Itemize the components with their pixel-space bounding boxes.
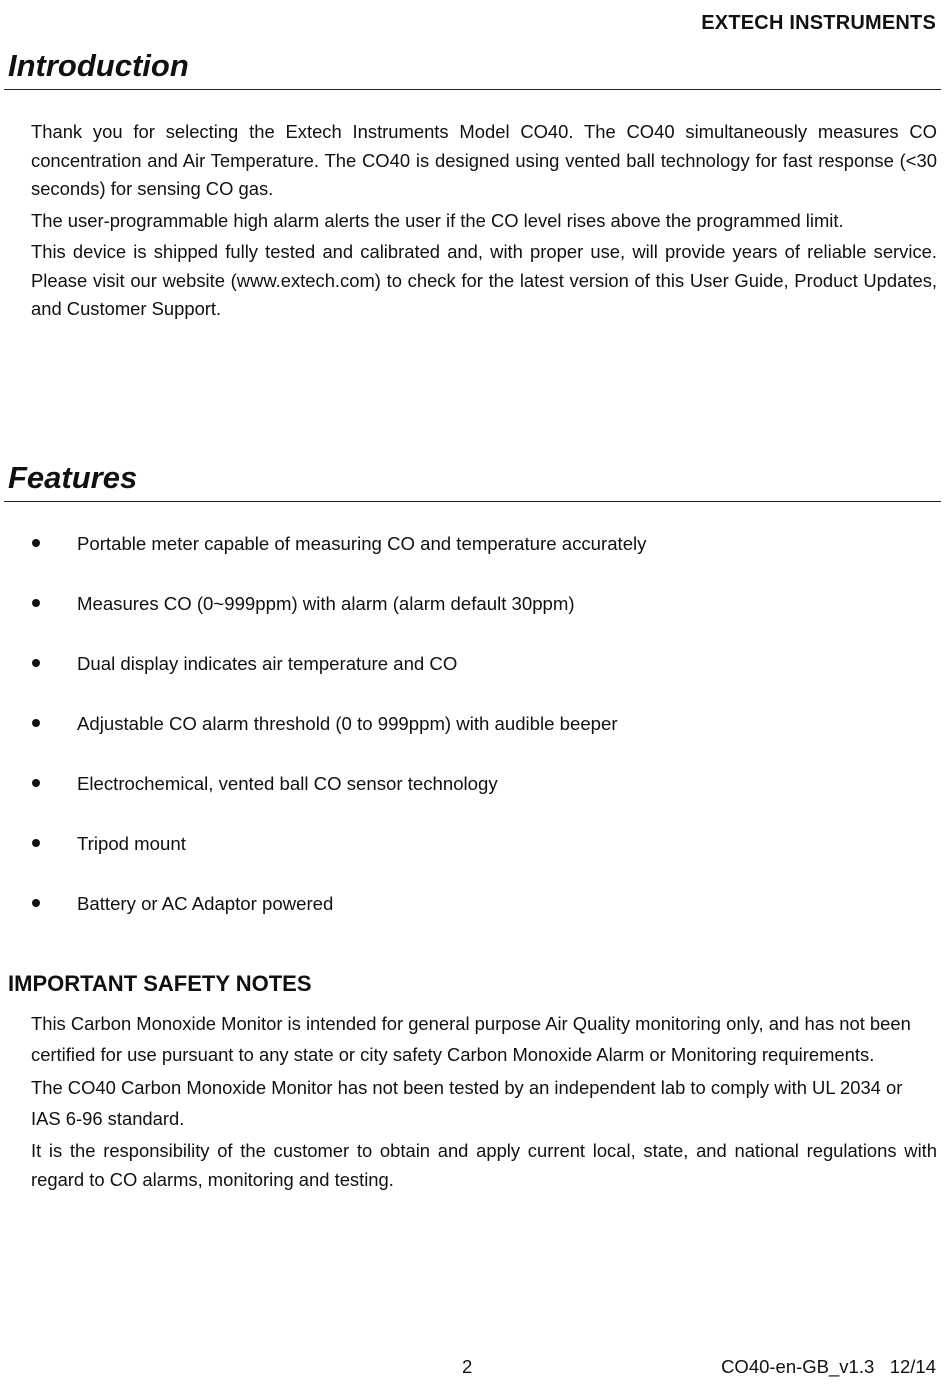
feature-text: Tripod mount (77, 833, 186, 854)
header-brand: EXTECH INSTRUMENTS (701, 12, 936, 34)
features-title: Features (8, 460, 138, 495)
feature-text: Portable meter capable of measuring CO and temperature accurately (77, 533, 647, 554)
feature-text: Electrochemical, vented ball CO sensor technology (77, 773, 498, 794)
list-item (0, 770, 940, 830)
bullet-icon (32, 899, 40, 907)
safety-body (31, 1009, 937, 1197)
introduction-paragraph-2: The user-programmable high alarm alerts the user if the CO level rises above the programmed limit. (31, 209, 844, 231)
features-list (0, 530, 940, 950)
bullet-icon (32, 599, 40, 607)
features-divider (4, 501, 941, 502)
introduction-divider (4, 89, 941, 90)
safety-paragraph-2: The CO40 Carbon Monoxide Monitor has not been tested by an independent lab to comply with UL 2034 or IAS 6-96 standard. (31, 1077, 903, 1129)
bullet-icon (32, 659, 40, 667)
feature-text: Battery or AC Adaptor powered (77, 893, 334, 914)
introduction-title: Introduction (8, 48, 189, 83)
bullet-icon (32, 839, 40, 847)
list-item (0, 710, 940, 770)
bullet-icon (32, 539, 40, 547)
introduction-body (31, 118, 937, 327)
introduction-paragraph-1: Thank you for selecting the Extech Instruments Model CO40. The CO40 simultaneously measures CO concentration and Air Temperature. The CO40 is designed using vented ball technology for fast response (<30 seconds) for sensing CO gas. (31, 121, 937, 199)
list-item (0, 890, 940, 950)
list-item (0, 650, 940, 710)
bullet-icon (32, 719, 40, 727)
safety-paragraph-1: This Carbon Monoxide Monitor is intended for general purpose Air Quality monitoring only, and has not been certified for use pursuant to any state or city safety Carbon Monoxide Alarm or Monitoring requirements. (31, 1013, 911, 1065)
list-item (0, 530, 940, 590)
document-code: CO40-en-GB_v1.3 12/14 (721, 1356, 936, 1377)
feature-text: Measures CO (0~999ppm) with alarm (alarm default 30ppm) (77, 593, 575, 614)
page-number: 2 (462, 1356, 473, 1377)
introduction-paragraph-3: This device is shipped fully tested and calibrated and, with proper use, will provide years of reliable service. Please visit our website (www.extech.com) to check for the latest version of this User Guide, Product Updates, and Customer Support. (31, 241, 937, 319)
bullet-icon (32, 779, 40, 787)
safety-title: IMPORTANT SAFETY NOTES (8, 971, 312, 996)
feature-text: Dual display indicates air temperature and CO (77, 653, 458, 674)
feature-text: Adjustable CO alarm threshold (0 to 999ppm) with audible beeper (77, 713, 618, 734)
list-item (0, 590, 940, 650)
safety-paragraph-3: It is the responsibility of the customer to obtain and apply current local, state, and national regulations with regard to CO alarms, monitoring and testing. (31, 1140, 937, 1190)
list-item (0, 830, 940, 890)
